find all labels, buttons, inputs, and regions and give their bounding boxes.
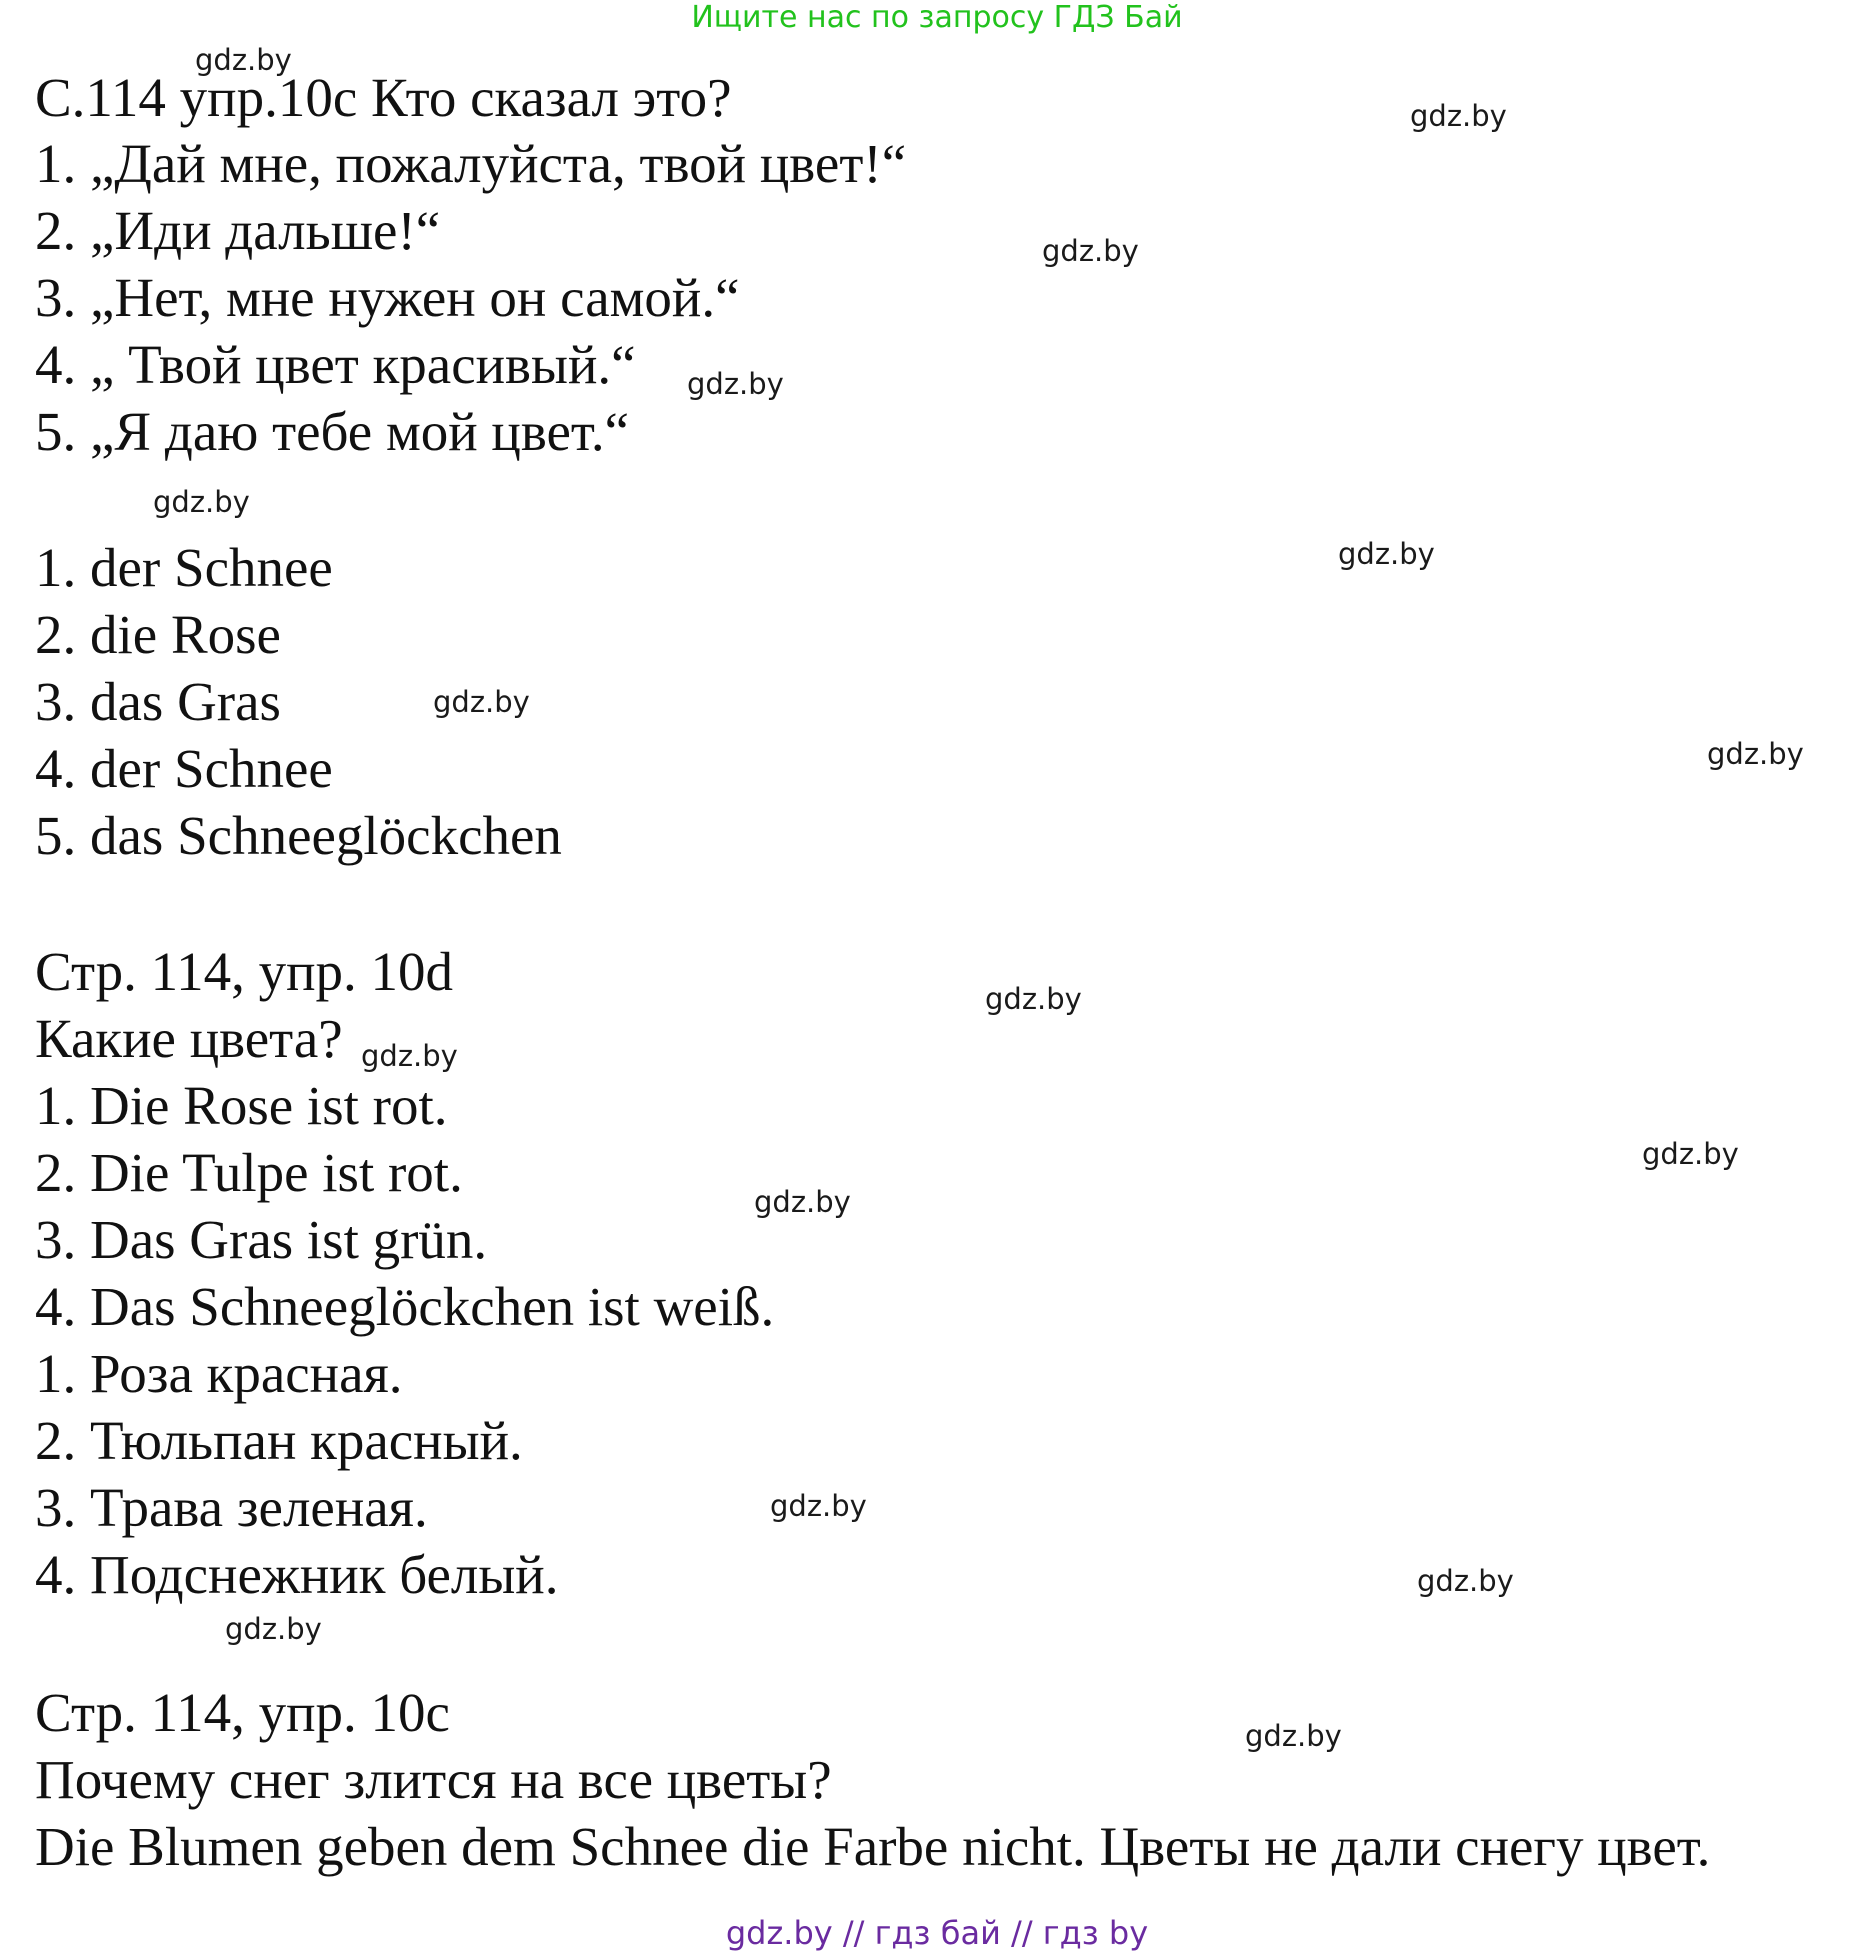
- watermark-text: gdz.by: [225, 1612, 322, 1646]
- german-item-3: 3. Das Gras ist grün.: [35, 1209, 488, 1270]
- section3-answer: Die Blumen geben dem Schnee die Farbe nicht. Цветы не дали снегу цвет.: [35, 1816, 1711, 1877]
- watermark-text: gdz.by: [153, 485, 250, 519]
- section3-heading: Стр. 114, упр. 10с: [35, 1682, 450, 1743]
- quote-item-3: 3. „Нет, мне нужен он самой.“: [35, 267, 740, 328]
- russian-item-3: 3. Трава зеленая.: [35, 1477, 428, 1538]
- watermark-text: gdz.by: [1417, 1564, 1514, 1598]
- section1-heading: С.114 упр.10с Кто сказал это?: [35, 67, 732, 128]
- answer-item-4: 4. der Schnee: [35, 738, 333, 799]
- watermark-text: gdz.by: [687, 367, 784, 401]
- watermark-text: gdz.by: [1642, 1137, 1739, 1171]
- german-item-2: 2. Die Tulpe ist rot.: [35, 1142, 463, 1203]
- watermark-text: gdz.by: [754, 1185, 851, 1219]
- watermark-text: gdz.by: [1042, 234, 1139, 268]
- watermark-text: gdz.by: [433, 685, 530, 719]
- watermark-text: gdz.by: [195, 43, 292, 77]
- russian-item-4: 4. Подснежник белый.: [35, 1544, 559, 1605]
- quote-item-1: 1. „Дай мне, пожалуйста, твой цвет!“: [35, 133, 907, 194]
- answer-item-3: 3. das Gras: [35, 671, 281, 732]
- watermark-text: gdz.by: [1245, 1719, 1342, 1753]
- russian-item-2: 2. Тюльпан красный.: [35, 1410, 523, 1471]
- answer-item-2: 2. die Rose: [35, 604, 281, 665]
- quote-item-2: 2. „Иди дальше!“: [35, 200, 441, 261]
- answer-item-1: 1. der Schnee: [35, 537, 333, 598]
- german-item-1: 1. Die Rose ist rot.: [35, 1075, 448, 1136]
- answer-item-5: 5. das Schneeglöckchen: [35, 805, 562, 866]
- german-item-4: 4. Das Schneeglöckchen ist weiß.: [35, 1276, 775, 1337]
- section3-question: Почему снег злится на все цветы?: [35, 1749, 832, 1810]
- watermark-text: gdz.by: [1707, 737, 1804, 771]
- section2-question: Какие цвета?: [35, 1008, 343, 1069]
- section2-heading: Стр. 114, упр. 10d: [35, 941, 454, 1002]
- search-banner: Ищите нас по запросу ГДЗ Бай: [691, 0, 1183, 35]
- quote-item-5: 5. „Я даю тебе мой цвет.“: [35, 401, 629, 462]
- quote-item-4: 4. „ Твой цвет красивый.“: [35, 334, 636, 395]
- watermark-text: gdz.by: [1338, 537, 1435, 571]
- footer-links: gdz.by // гдз бай // гдз by: [725, 1914, 1149, 1952]
- russian-item-1: 1. Роза красная.: [35, 1343, 403, 1404]
- watermark-text: gdz.by: [361, 1039, 458, 1073]
- watermark-text: gdz.by: [1410, 99, 1507, 133]
- watermark-text: gdz.by: [985, 982, 1082, 1016]
- watermark-text: gdz.by: [770, 1489, 867, 1523]
